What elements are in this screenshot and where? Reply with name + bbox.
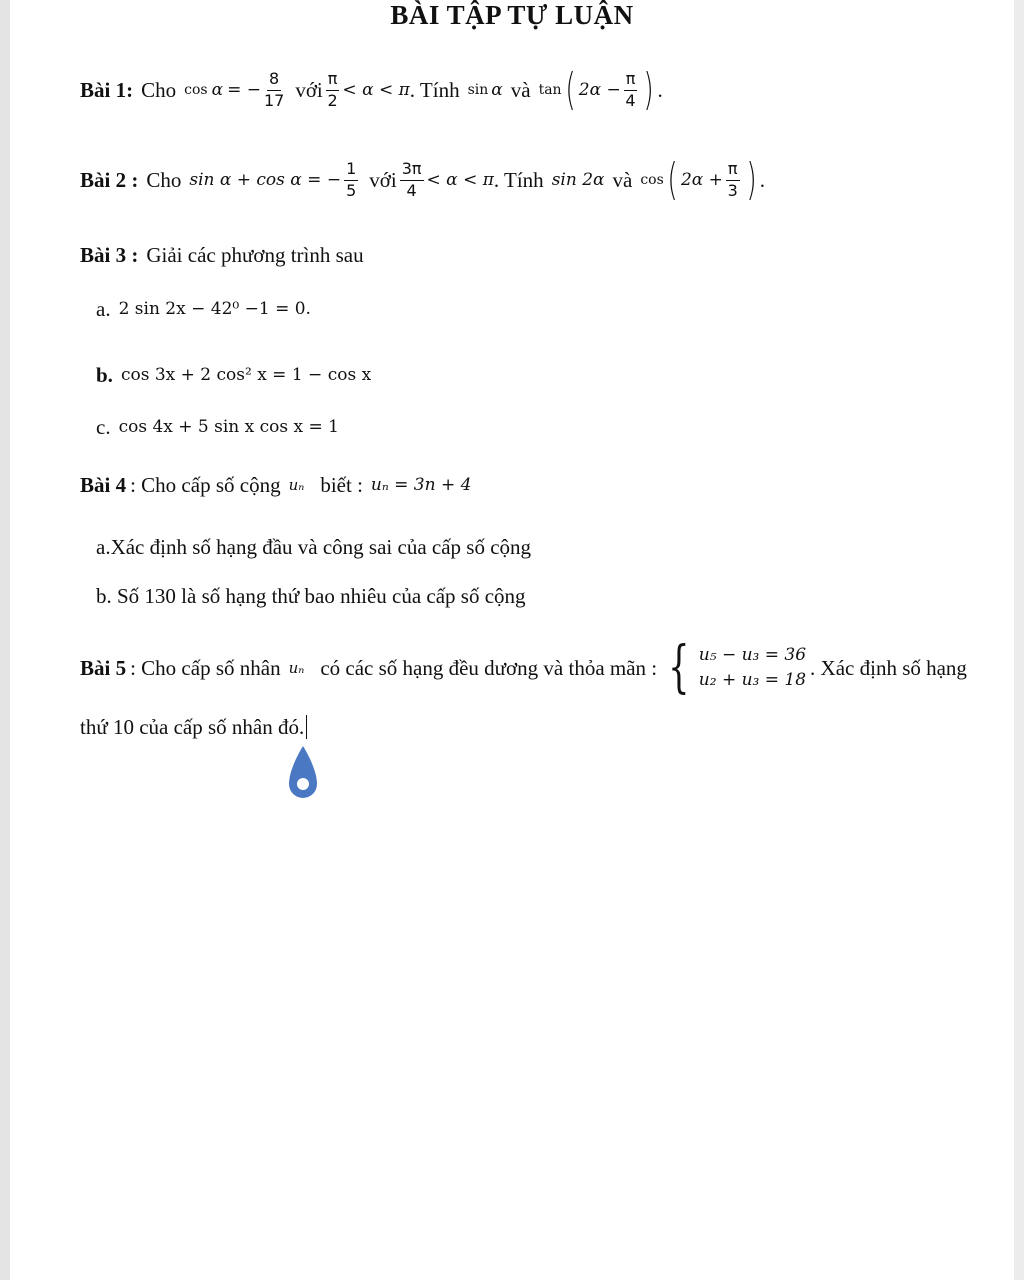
exercise-1-fraction-a: $\frac{8}{17}$ xyxy=(263,68,285,110)
left-paren-icon: ( xyxy=(667,154,678,205)
exercise-1-tinh: . Tính xyxy=(409,77,460,102)
exercise-3-label: Bài 3 : xyxy=(80,242,139,267)
exercise-5-condition: có các số hạng đều dương và thỏa mãn : xyxy=(320,655,658,680)
exercise-2-voi: với xyxy=(369,167,397,192)
exercise-1-inequality: < α < π xyxy=(342,80,410,100)
exercise-2[interactable] xyxy=(80,148,765,212)
exercise-2-inequality: < α < π xyxy=(426,170,494,190)
left-page-edge xyxy=(0,0,10,1280)
right-paren-icon: ) xyxy=(745,154,757,205)
exercise-4-part-b[interactable] xyxy=(96,581,526,611)
exercise-5-un: uₙ xyxy=(288,659,305,677)
system-equation-1: u₅ − u₃ = 36 xyxy=(698,644,807,665)
exercise-4-text: : Cho cấp số cộng xyxy=(130,472,281,497)
exercise-2-text: Cho xyxy=(146,167,182,192)
part-b-equation: cos 3x + 2 cos² x = 1 − cos x xyxy=(120,365,372,385)
exercise-2-end: . xyxy=(759,167,765,192)
exercise-1-alpha-2: α xyxy=(491,80,503,100)
exercise-4-formula: uₙ = 3n + 4 xyxy=(370,475,472,495)
exercise-4-biet: biết : xyxy=(320,472,363,497)
exercise-3-text: Giải các phương trình sau xyxy=(146,242,364,267)
exercise-4[interactable] xyxy=(80,470,471,500)
exercise-5-line-2[interactable] xyxy=(80,712,307,742)
exercise-1-label: Bài 1: xyxy=(80,77,134,102)
brace-icon: { xyxy=(668,635,690,700)
exercise-1-fraction-c: $\frac{\pi}{4}$ xyxy=(625,68,636,110)
exercise-1-end: . xyxy=(657,77,663,102)
exercise-5-text-3: . Xác định số hạng xyxy=(810,655,967,680)
exercise-2-expression: sin α + cos α = − xyxy=(189,170,342,190)
page-title: BÀI TẬP TỰ LUẬN xyxy=(390,0,634,30)
exercise-2-fraction-b: $\frac{3\pi}{4}$ xyxy=(401,158,422,200)
part-c-equation: cos 4x + 5 sin x cos x = 1 xyxy=(118,417,339,437)
exercise-2-inner: 2α + xyxy=(680,170,723,190)
exercise-2-label: Bài 2 : xyxy=(80,167,139,192)
part-c-label: c. xyxy=(96,414,111,439)
exercise-4-label: Bài 4 xyxy=(80,472,127,497)
exercise-2-fraction-c: $\frac{\pi}{3}$ xyxy=(727,158,738,200)
exercise-1[interactable] xyxy=(80,58,663,122)
exercise-2-tinh: . Tính xyxy=(493,167,544,192)
exercise-3-part-b[interactable] xyxy=(96,360,371,390)
equation-system xyxy=(661,635,807,700)
exercise-3[interactable] xyxy=(80,240,364,270)
exercise-5[interactable] xyxy=(80,632,967,704)
part-a-label: a. xyxy=(96,296,111,321)
exercise-1-text: Cho xyxy=(141,77,177,102)
exercise-4-un: uₙ xyxy=(288,476,305,494)
exercise-1-sin: sin xyxy=(467,82,489,98)
exercise-1-inner: 2α − xyxy=(578,80,621,100)
text-cursor xyxy=(306,715,307,739)
exercise-2-cos: cos xyxy=(640,172,664,188)
exercise-3-part-c[interactable] xyxy=(96,412,339,442)
part-b-label: b. xyxy=(96,362,113,387)
exercise-5-line-2-text: thứ 10 của cấp số nhân đó. xyxy=(80,714,305,739)
exercise-3-part-a[interactable] xyxy=(96,294,311,324)
exercise-4-part-a[interactable] xyxy=(96,532,531,562)
exercise-1-alpha: α xyxy=(211,80,224,100)
right-page-edge xyxy=(1014,0,1024,1280)
exercise-2-va: và xyxy=(612,167,633,192)
exercise-1-voi: với xyxy=(295,77,323,102)
selection-handle-icon[interactable] xyxy=(286,744,320,804)
exercise-1-cos: cos xyxy=(184,82,208,98)
exercise-4-part-b-text: b. Số 130 là số hạng thứ bao nhiêu của cấp số cộng xyxy=(96,583,526,608)
left-paren-icon: ( xyxy=(565,64,576,115)
right-paren-icon: ) xyxy=(643,64,655,115)
exercise-1-eq: = − xyxy=(227,80,261,100)
exercise-1-va: và xyxy=(510,77,531,102)
system-equation-2: u₂ + u₃ = 18 xyxy=(698,670,807,690)
exercise-5-text: : Cho cấp số nhân xyxy=(130,655,281,680)
exercise-2-sin2: sin 2α xyxy=(551,170,605,190)
part-a-equation: 2 sin 2x − 42⁰ −1 = 0. xyxy=(118,299,311,319)
exercise-1-fraction-b: $\frac{\pi}{2}$ xyxy=(327,68,338,110)
exercise-4-part-a-text: a.Xác định số hạng đầu và công sai của cấp số cộng xyxy=(96,534,532,559)
exercise-2-fraction-a: $\frac{1}{5}$ xyxy=(346,158,357,200)
exercise-5-label: Bài 5 xyxy=(80,655,127,680)
exercise-1-tan: tan xyxy=(538,82,562,98)
